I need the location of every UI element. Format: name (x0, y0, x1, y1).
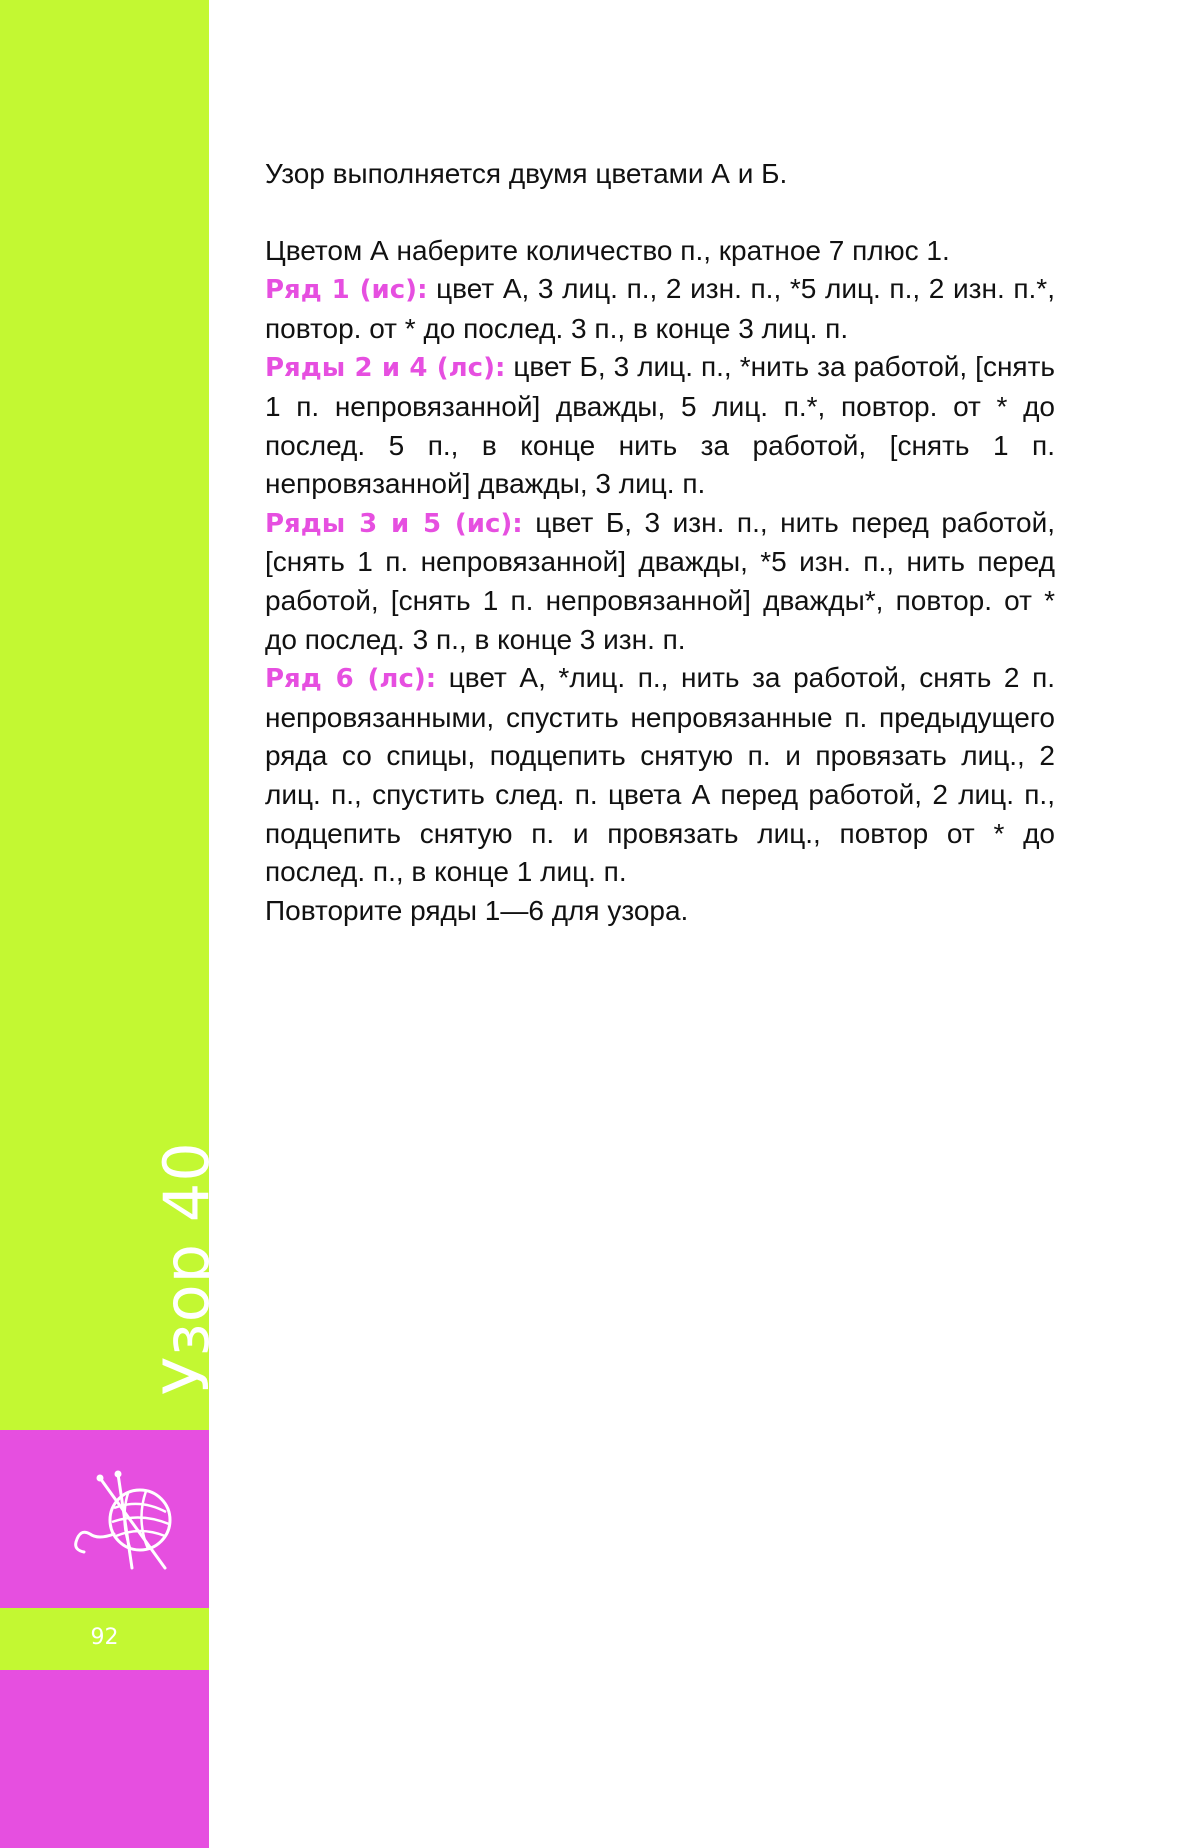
closing-text: Повторите ряды 1—6 для узора. (265, 894, 689, 926)
intro-text: Узор выполняется двумя цветами А и Б. (265, 158, 788, 189)
row-text: цвет Б, 3 лиц. п., *нить за работой, [снять 1 п. непровязанной] дважды, 5 лиц. п.*, повтор. от * до послед. 5 п., в конце нить за работой, [снять 1 п. непровязанной] дважды, 3 лиц. п. (265, 351, 1056, 500)
row-instruction (265, 270, 1055, 348)
sidebar-magenta-bottom-band (0, 1670, 209, 1848)
yarn-ball-with-knitting-needles-icon (70, 1468, 190, 1578)
row-label: Ряд 6 (лс): (265, 664, 437, 695)
cast-on-text: Цветом А наберите количество п., кратное 7 плюс 1. (265, 234, 950, 266)
row-label: Ряды 3 и 5 (ис): (265, 508, 523, 539)
row-text: цвет А, 3 лиц. п., 2 изн. п., *5 лиц. п., 2 изн. п.*, повтор. от * до послед. 3 п., в конце 3 лиц. п. (265, 273, 1055, 344)
row-text: цвет Б, 3 изн. п., нить перед работой, [снять 1 п. непровязанной] дважды, *5 изн. п., нить перед работой, [снять 1 п. непровязанной] дважды*, повтор. от * до послед. 3 п., в конце 3 изн. п. (265, 506, 1055, 655)
row-label: Ряды 2 и 4 (лс): (265, 353, 506, 384)
row-instruction (265, 659, 1055, 892)
pattern-instructions (265, 155, 1055, 930)
sidebar (0, 0, 223, 1848)
row-label: Ряд 1 (ис): (265, 275, 428, 306)
page-number: 92 (90, 1625, 119, 1650)
row-instruction (265, 504, 1055, 659)
row-text: цвет А, *лиц. п., нить за работой, снять 2 п. непровязанными, спустить непровязанные п. предыдущего ряда со спицы, подцепить снятую п. и провязать лиц., 2 лиц. п., спустить след. п. цвета А перед работой, 2 лиц. п., подцепить снятую п. и провязать лиц., повтор от * до послед. п., в конце 1 лиц. п. (265, 662, 1056, 888)
row-instruction (265, 348, 1055, 503)
pattern-title: Узор 40 (150, 1141, 223, 1395)
